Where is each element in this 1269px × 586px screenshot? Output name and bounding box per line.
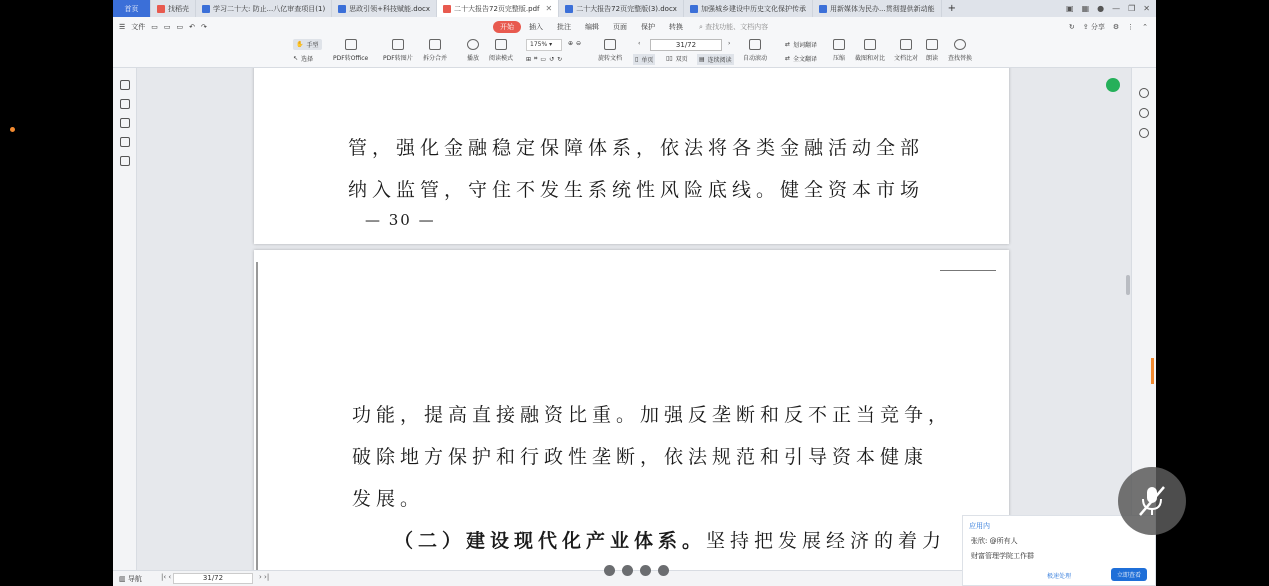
tab-label: 用新媒体为民办...贯彻提供新动能: [829, 4, 935, 13]
tab-label: 找稻壳: [168, 4, 189, 13]
open-icon[interactable]: ▭: [151, 22, 158, 31]
zoom-icon[interactable]: [1139, 88, 1149, 98]
hand-tool[interactable]: [293, 39, 322, 50]
zoom-in-icon[interactable]: ⊕: [568, 40, 574, 47]
vertical-scrollbar[interactable]: [1126, 275, 1130, 295]
single-label: 单页: [641, 57, 654, 64]
share-label: 分享: [1090, 22, 1105, 31]
nav-toggle[interactable]: [119, 574, 142, 584]
translate-icon: ⇄: [785, 41, 791, 48]
compare-button[interactable]: [894, 39, 918, 62]
pdf-to-office-label: PDF转Office: [333, 55, 369, 62]
save-icon[interactable]: ▭: [163, 22, 171, 31]
compare-icon: [900, 39, 912, 50]
text-line: 破除地方保护和行政性垄断，依法规范和引导资本健康: [352, 446, 929, 468]
translate-doc-icon: ⇄: [785, 55, 791, 62]
prev-page-icon[interactable]: ‹: [638, 40, 641, 47]
avatar[interactable]: ●: [1097, 4, 1105, 13]
tab-label: 二十大报告72页完整版.pdf: [454, 4, 540, 13]
select-tool[interactable]: [293, 54, 313, 63]
menu-page[interactable]: 页面: [613, 22, 627, 31]
chat-message: 张欣: @所有人: [971, 537, 1018, 545]
tab-doc-4[interactable]: [684, 0, 813, 17]
rotate-icon: [604, 39, 616, 50]
word-doc-icon: [690, 5, 698, 13]
continuous-label: 连续阅读: [707, 57, 732, 64]
read-aloud-button[interactable]: [926, 39, 938, 62]
continuous-icon: ▤: [699, 56, 705, 63]
cursor-icon: ↖: [293, 55, 299, 62]
pdf-to-office-button[interactable]: [333, 39, 368, 62]
next-page-icon[interactable]: ›: [728, 40, 731, 47]
play-label: 播放: [467, 55, 480, 62]
menu-insert[interactable]: 插入: [529, 22, 543, 31]
text-line: 发展。: [352, 488, 425, 510]
split-merge-button[interactable]: [423, 39, 447, 62]
page-value: 31/72: [675, 41, 697, 49]
tab-home[interactable]: [113, 0, 151, 17]
pdf-convert-icon: [345, 39, 357, 50]
tab-label: 二十大报告72页完整版(3).docx: [576, 4, 677, 13]
cursor-indicator: [10, 127, 15, 132]
settings-icon[interactable]: ⚙: [1112, 22, 1120, 31]
crop-icon[interactable]: ⌗: [534, 55, 538, 62]
text-line: 纳入监管，守住不发生系统性风险底线。健全资本市场: [348, 179, 925, 201]
file-menu[interactable]: 文件: [131, 22, 146, 31]
section-heading: （二）建设现代化产业体系。: [394, 530, 707, 552]
scan-mark: [940, 270, 996, 271]
tab-pdf-active[interactable]: [437, 0, 559, 17]
search-box[interactable]: [699, 22, 768, 32]
collapse-icon[interactable]: ⌃: [1142, 22, 1148, 31]
play-button[interactable]: [467, 39, 479, 62]
nav-icon: ▥: [119, 575, 126, 583]
print-icon[interactable]: ▭: [176, 22, 184, 31]
redo-icon[interactable]: ↷: [201, 22, 207, 31]
chat-group: 财富管理学院工作群: [971, 552, 1034, 560]
page-icon[interactable]: ▭: [540, 55, 547, 63]
single-page-button[interactable]: [633, 54, 655, 65]
assistant-icon[interactable]: [1106, 78, 1120, 92]
first-prev-icons[interactable]: |‹ ‹: [161, 573, 172, 581]
toolbar: [113, 36, 1156, 68]
document-view[interactable]: [137, 68, 1131, 570]
share-button[interactable]: [1083, 22, 1105, 32]
compress-label: 压缩: [833, 55, 846, 62]
word-doc-icon: [338, 5, 346, 13]
translate-side-icon[interactable]: [1139, 108, 1149, 118]
menu-edit[interactable]: 编辑: [585, 22, 599, 31]
mute-button[interactable]: [1118, 467, 1186, 535]
hamburger-icon[interactable]: ☰: [119, 22, 126, 31]
status-page-input[interactable]: [173, 573, 253, 584]
tab-doc-5[interactable]: [813, 0, 942, 17]
tab-doc-1[interactable]: [196, 0, 332, 17]
play-icon: [467, 39, 479, 50]
magnifier-icon: [954, 39, 966, 50]
menu-convert[interactable]: 转换: [669, 22, 683, 31]
left-sidebar: [113, 68, 137, 570]
side-indicator: [1151, 358, 1154, 384]
rotate-right-icon[interactable]: ↻: [557, 55, 563, 63]
find-replace-label: 查找替换: [948, 55, 973, 62]
zoom-controls: [568, 40, 581, 47]
text-line: 功能，提高直接融资比重。加强反垄断和反不正当竞争，: [352, 404, 953, 426]
scan-edge: [256, 262, 258, 570]
full-translate-button[interactable]: [785, 54, 817, 63]
page-number: — 30 —: [365, 211, 436, 229]
full-translate-label: 全文翻译: [793, 56, 818, 63]
tab-bar: [113, 0, 1156, 17]
word-doc-icon: [202, 5, 210, 13]
search-placeholder: 查找功能、文档内容: [705, 22, 769, 31]
screenshot-button[interactable]: [855, 39, 885, 62]
zoom-select[interactable]: 175% ▾: [526, 39, 562, 51]
tab-daoke[interactable]: [151, 0, 196, 17]
auto-scroll-button[interactable]: [743, 39, 767, 62]
sync-icon[interactable]: ↻: [1068, 22, 1075, 31]
double-page-button[interactable]: [666, 54, 688, 63]
comment-icon[interactable]: [120, 118, 130, 128]
mic-off-icon: [1137, 484, 1167, 518]
select-label: 选择: [301, 56, 314, 63]
pdf-page-31: [254, 250, 1009, 570]
word-doc-icon: [819, 5, 827, 13]
fit-icon[interactable]: ⊞: [526, 55, 532, 63]
chat-title: 应用内: [969, 522, 990, 530]
page-input[interactable]: [650, 39, 722, 51]
daoke-icon: [157, 5, 165, 13]
pdf-to-image-button[interactable]: [383, 39, 413, 62]
pdf-page-30: [254, 68, 1009, 244]
window-close-icon[interactable]: ✕: [1143, 4, 1150, 13]
new-tab-button[interactable]: +: [947, 3, 957, 14]
read-mode-button[interactable]: [489, 39, 513, 62]
text-line: 坚持把发展经济的着力: [706, 530, 947, 552]
split-merge-label: 拆分合并: [423, 55, 448, 62]
dot[interactable]: [604, 565, 615, 576]
grid-icon[interactable]: ▦: [1081, 4, 1090, 13]
chat-notification[interactable]: [962, 515, 1156, 586]
screenshot-icon: [864, 39, 876, 50]
rotate-doc-button[interactable]: [598, 39, 622, 62]
share-icon: ⇪: [1082, 22, 1089, 31]
tab-label: 加强城乡建设中历史文化保护传承: [700, 4, 806, 13]
split-icon: [429, 39, 441, 50]
speaker-icon: [926, 39, 938, 50]
tab-label: 学习二十大: 防止...八亿审查项目(1): [213, 4, 326, 13]
tab-label: 首页: [124, 4, 139, 13]
thumbnail-icon[interactable]: [120, 99, 130, 109]
rotate-label: 旋转文档: [598, 55, 623, 62]
continuous-read-button[interactable]: [697, 54, 734, 65]
hand-icon: ✋: [296, 41, 304, 48]
pdf-icon: [443, 5, 451, 13]
status-page-value: 31/72: [202, 574, 224, 582]
next-last-icons[interactable]: › ›|: [259, 573, 270, 581]
tab-doc-3[interactable]: [559, 0, 684, 17]
find-replace-button[interactable]: [948, 39, 972, 62]
dot[interactable]: [622, 565, 633, 576]
text-line: 管，强化金融稳定保障体系，依法将各类金融活动全部: [348, 137, 925, 159]
restore-icon[interactable]: ❐: [1128, 4, 1136, 13]
rotate-left-icon[interactable]: ↺: [549, 55, 555, 63]
wps-window: [113, 0, 1156, 586]
screenshot-label: 截图和对比: [855, 55, 886, 62]
word-translate-button[interactable]: [785, 40, 817, 49]
more-icon[interactable]: ⋮: [1127, 22, 1135, 31]
minimize-icon[interactable]: —: [1112, 4, 1121, 13]
menu-annotate[interactable]: 批注: [557, 22, 571, 31]
scroll-icon: [749, 39, 761, 50]
dot[interactable]: [640, 565, 651, 576]
book-icon: [495, 39, 507, 50]
hand-label: 手型: [306, 42, 319, 49]
auto-scroll-label: 自动滚动: [743, 55, 768, 62]
window-layout-icon[interactable]: ▣: [1066, 4, 1074, 13]
tab-label: 思政引领+科技赋能.docx: [349, 4, 430, 13]
read-mode-label: 阅读模式: [489, 55, 514, 62]
pdf-to-image-label: PDF转图片: [383, 55, 413, 62]
double-page-icon: ▯▯: [666, 55, 673, 62]
compare-label: 文档比对: [894, 55, 919, 62]
carousel-dots: [604, 565, 669, 576]
menu-protect[interactable]: 保护: [641, 22, 655, 31]
bookmark-icon[interactable]: [120, 80, 130, 90]
chat-tagline: 极速处理: [1047, 573, 1072, 580]
zoom-value: 175%: [530, 41, 548, 48]
view-now-button[interactable]: 立即查看: [1111, 568, 1147, 581]
read-aloud-label: 朗读: [926, 55, 939, 62]
single-page-icon: ▯: [635, 56, 639, 63]
filter-icon[interactable]: [1139, 128, 1149, 138]
view-tools: [526, 55, 562, 63]
word-doc-icon: [565, 5, 573, 13]
stamp-icon[interactable]: [120, 156, 130, 166]
menu-start[interactable]: 开始: [493, 21, 521, 33]
attachment-icon[interactable]: [120, 137, 130, 147]
close-icon[interactable]: ✕: [545, 4, 553, 13]
translate-label: 划词翻译: [793, 42, 818, 49]
image-icon: [392, 39, 404, 50]
undo-icon[interactable]: ↶: [189, 22, 196, 31]
zoom-out-icon[interactable]: ⊖: [576, 40, 582, 47]
dot[interactable]: [658, 565, 669, 576]
search-icon: ⌕: [699, 22, 703, 31]
double-label: 双页: [675, 56, 688, 63]
tab-doc-2[interactable]: [332, 0, 437, 17]
nav-label: 导航: [127, 575, 142, 583]
compress-icon: [833, 39, 845, 50]
compress-button[interactable]: [833, 39, 845, 62]
menu-row: [113, 17, 1156, 36]
